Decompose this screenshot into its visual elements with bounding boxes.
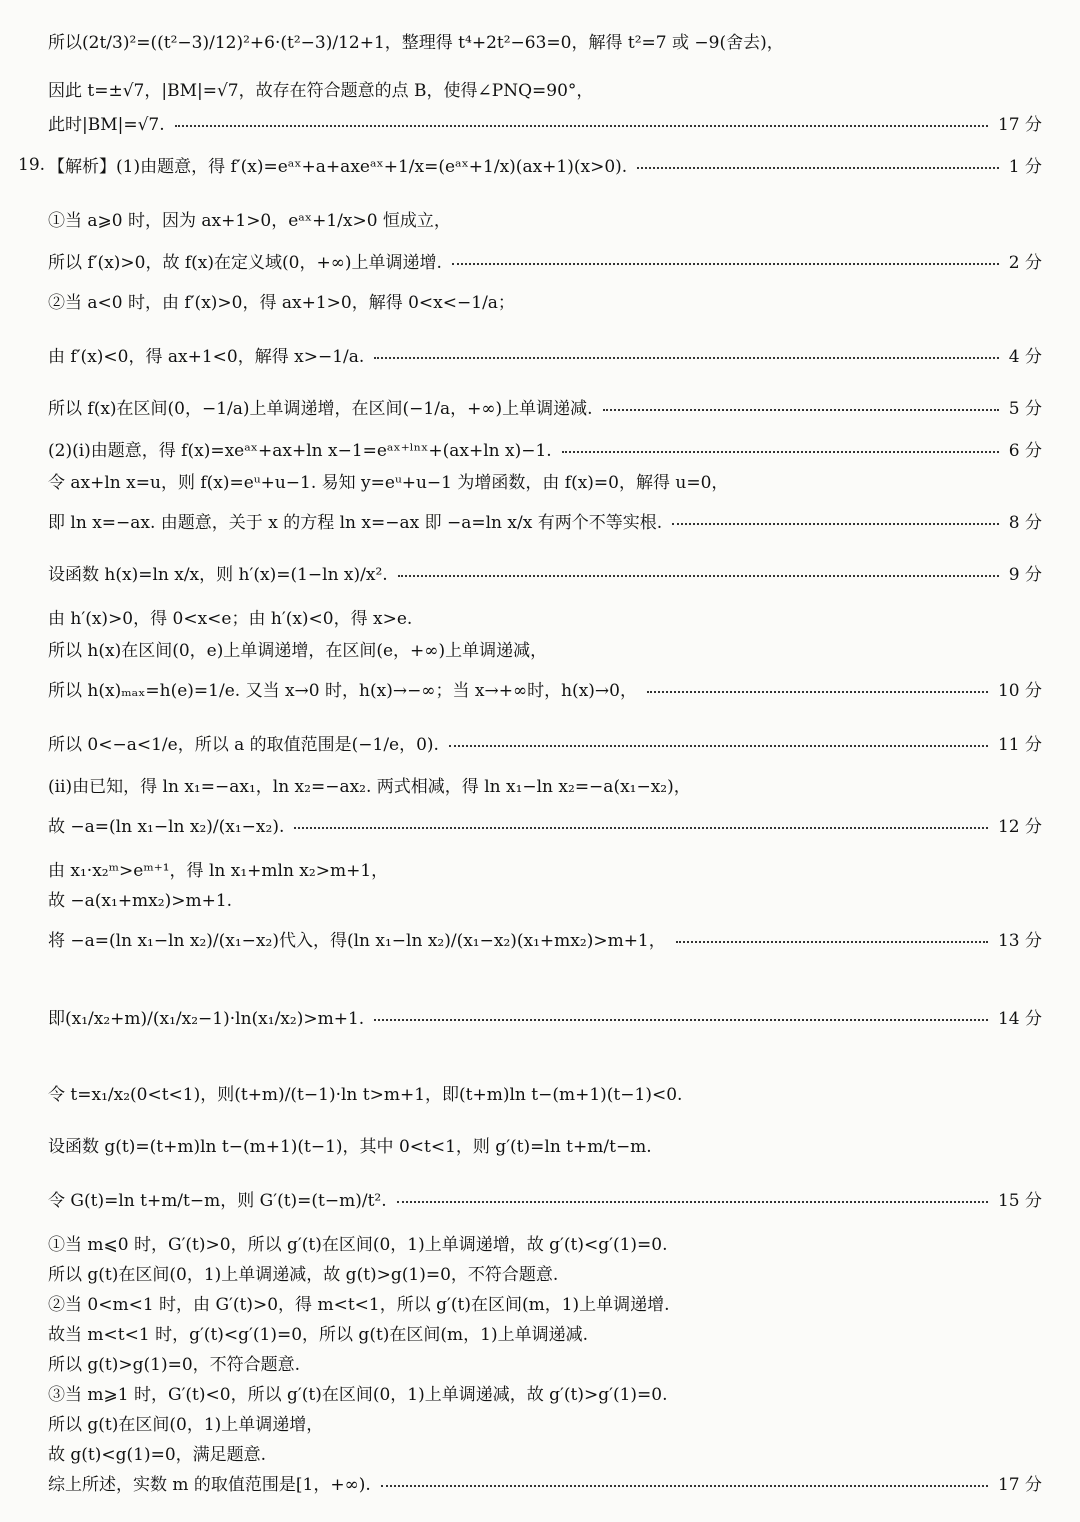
line-text: 令 G(t)=ln t+m/t−m，则 G′(t)=(t−m)/t². [48, 1191, 387, 1211]
line-text: 设函数 g(t)=(t+m)ln t−(m+1)(t−1)，其中 0<t<1，则 g′(t)=ln t+m/t−m. [48, 1137, 652, 1157]
solution-line [48, 1290, 1042, 1315]
line-text: ③当 m⩾1 时，G′(t)<0，所以 g′(t)在区间(0，1)上单调递减，故 g′(t)>g′(1)=0. [48, 1385, 668, 1405]
solution-line [48, 1004, 1042, 1029]
dot-leader [381, 1485, 988, 1487]
line-text: 所以 f(x)在区间(0，−1/a)上单调递增，在区间(−1/a，+∞)上单调递减. [48, 399, 593, 419]
line-text: 因此 t=±√7，|BM|=√7，故存在符合题意的点 B，使得∠PNQ=90°， [48, 81, 594, 101]
solution-line [48, 1186, 1042, 1211]
line-text: 令 t=x₁/x₂(0<t<1)，则(t+m)/(t−1)·ln t>m+1，即(t+m)ln t−(m+1)(t−1)<0. [48, 1085, 683, 1105]
line-text: ①当 a⩾0 时，因为 ax+1>0，eᵃˣ+1/x>0 恒成立， [48, 211, 451, 231]
line-text: 所以 g(t)在区间(0，1)上单调递减，故 g(t)>g(1)=0，不符合题意. [48, 1265, 559, 1285]
solution-line [48, 110, 1042, 135]
line-text: 故 g(t)<g(1)=0，满足题意. [48, 1445, 267, 1465]
dot-leader [374, 1019, 988, 1021]
dot-leader [398, 575, 999, 577]
solution-line [48, 676, 1042, 701]
solution-line [48, 394, 1042, 419]
line-text: ②当 0<m<1 时，由 G′(t)>0，得 m<t<1，所以 g′(t)在区间(m，1)上单调递增. [48, 1295, 670, 1315]
dot-leader [449, 745, 988, 747]
score-mark: 1 分 [1008, 157, 1042, 177]
line-text: 所以 h(x)ₘₐₓ=h(e)=1/e. 又当 x→0 时，h(x)→−∞；当 x→+∞时，h(x)→0， [48, 681, 637, 701]
solution-line [48, 730, 1042, 755]
solution-line [48, 1260, 1042, 1285]
line-text: 此时|BM|=√7. [48, 115, 165, 135]
dot-leader [175, 125, 988, 127]
line-text: 即(x₁/x₂+m)/(x₁/x₂−1)·ln(x₁/x₂)>m+1. [48, 1009, 365, 1029]
solution-line [48, 468, 1042, 493]
solution-line [48, 1380, 1042, 1405]
dot-leader [603, 409, 999, 411]
solution-line [48, 1230, 1042, 1255]
line-text: 所以(2t/3)²=((t²−3)/12)²+6·(t²−3)/12+1，整理得 t⁴+2t²−63=0，解得 t²=7 或 −9(舍去)， [48, 33, 784, 53]
solution-line [48, 76, 1042, 101]
solution-line [48, 1410, 1042, 1435]
line-text: 综上所述，实数 m 的取值范围是[1，+∞). [48, 1475, 371, 1495]
solution-line [48, 206, 1042, 231]
line-text: 所以 f′(x)>0，故 f(x)在定义域(0，+∞)上单调递增. [48, 253, 442, 273]
solution-line [48, 886, 1042, 911]
dot-leader [647, 691, 988, 693]
line-text: 所以 g(t)>g(1)=0，不符合题意. [48, 1355, 301, 1375]
dot-leader [452, 263, 999, 265]
solution-line [48, 1320, 1042, 1345]
line-text: 所以 h(x)在区间(0，e)上单调递增，在区间(e，+∞)上单调递减， [48, 641, 548, 661]
line-text: 由 h′(x)>0，得 0<x<e；由 h′(x)<0，得 x>e. [48, 609, 413, 629]
dot-leader [374, 357, 998, 359]
solution-line [48, 1440, 1042, 1465]
solution-line [48, 812, 1042, 837]
solution-line [48, 288, 1042, 313]
score-mark: 5 分 [1008, 399, 1042, 419]
dot-leader [637, 167, 999, 169]
score-mark: 17 分 [997, 115, 1042, 135]
solution-line [48, 604, 1042, 629]
solution-line [48, 560, 1042, 585]
solution-line [48, 508, 1042, 533]
line-text: 故 −a(x₁+mx₂)>m+1. [48, 891, 233, 911]
score-mark: 11 分 [997, 735, 1042, 755]
solution-line [48, 926, 1042, 951]
line-text: 设函数 h(x)=ln x/x，则 h′(x)=(1−ln x)/x². [48, 565, 388, 585]
score-mark: 2 分 [1008, 253, 1042, 273]
solution-line: 19. 【解析】(1)由题意，得 f′(x)=eᵃˣ+a+axeᵃˣ+1/x=(eᵃˣ+1/x)(ax+1)(x>0). 1 分 [48, 152, 1042, 177]
line-text: ②当 a<0 时，由 f′(x)>0，得 ax+1>0，解得 0<x<−1/a； [48, 293, 515, 313]
line-text: 故当 m<t<1 时，g′(t)<g′(1)=0，所以 g(t)在区间(m，1)上单调递减. [48, 1325, 589, 1345]
line-text: 所以 g(t)在区间(0，1)上单调递增， [48, 1415, 324, 1435]
score-mark: 13 分 [997, 931, 1042, 951]
line-text: ①当 m⩽0 时，G′(t)>0，所以 g′(t)在区间(0，1)上单调递增，故 g′(t)<g′(1)=0. [48, 1235, 668, 1255]
solution-line [48, 1080, 1042, 1105]
solution-line [48, 636, 1042, 661]
score-mark: 10 分 [997, 681, 1042, 701]
solution-line [48, 1132, 1042, 1157]
score-mark: 14 分 [997, 1009, 1042, 1029]
line-text: (ⅱ)由已知，得 ln x₁=−ax₁，ln x₂=−ax₂. 两式相减，得 ln x₁−ln x₂=−a(x₁−x₂)， [48, 777, 691, 797]
solution-line [48, 342, 1042, 367]
solution-line [48, 1470, 1042, 1495]
line-text: 所以 0<−a<1/e，所以 a 的取值范围是(−1/e，0). [48, 735, 439, 755]
line-text: 即 ln x=−ax. 由题意，关于 x 的方程 ln x=−ax 即 −a=ln x/x 有两个不等实根. [48, 513, 663, 533]
solution-line [48, 248, 1042, 273]
solution-line [48, 436, 1042, 461]
dot-leader [397, 1201, 988, 1203]
score-mark: 15 分 [997, 1191, 1042, 1211]
score-mark: 9 分 [1008, 565, 1042, 585]
solution-line [48, 1350, 1042, 1375]
solution-line [48, 772, 1042, 797]
dot-leader [562, 451, 999, 453]
solution-line [48, 28, 1042, 53]
line-text: 由 f′(x)<0，得 ax+1<0，解得 x>−1/a. [48, 347, 365, 367]
line-text: (2)(ⅰ)由题意，得 f(x)=xeᵃˣ+ax+ln x−1=eᵃˣ⁺ˡⁿˣ+(ax+ln x)−1. [48, 441, 552, 461]
dot-leader [676, 941, 988, 943]
score-mark: 12 分 [997, 817, 1042, 837]
line-text: 将 −a=(ln x₁−ln x₂)/(x₁−x₂)代入，得(ln x₁−ln x₂)/(x₁−x₂)(x₁+mx₂)>m+1， [48, 931, 666, 951]
score-mark: 4 分 [1008, 347, 1042, 367]
line-text: 【解析】(1)由题意，得 f′(x)=eᵃˣ+a+axeᵃˣ+1/x=(eᵃˣ+1/x)(ax+1)(x>0). [48, 157, 628, 177]
line-text: 令 ax+ln x=u，则 f(x)=eᵘ+u−1. 易知 y=eᵘ+u−1 为增函数，由 f(x)=0，解得 u=0， [48, 473, 729, 493]
dot-leader [294, 827, 988, 829]
score-mark: 8 分 [1008, 513, 1042, 533]
dot-leader [672, 523, 999, 525]
line-text: 由 x₁·x₂ᵐ>eᵐ⁺¹，得 ln x₁+mln x₂>m+1， [48, 861, 389, 881]
score-mark: 6 分 [1008, 441, 1042, 461]
score-mark: 17 分 [997, 1475, 1042, 1495]
line-text: 故 −a=(ln x₁−ln x₂)/(x₁−x₂). [48, 817, 285, 837]
solution-line [48, 856, 1042, 881]
